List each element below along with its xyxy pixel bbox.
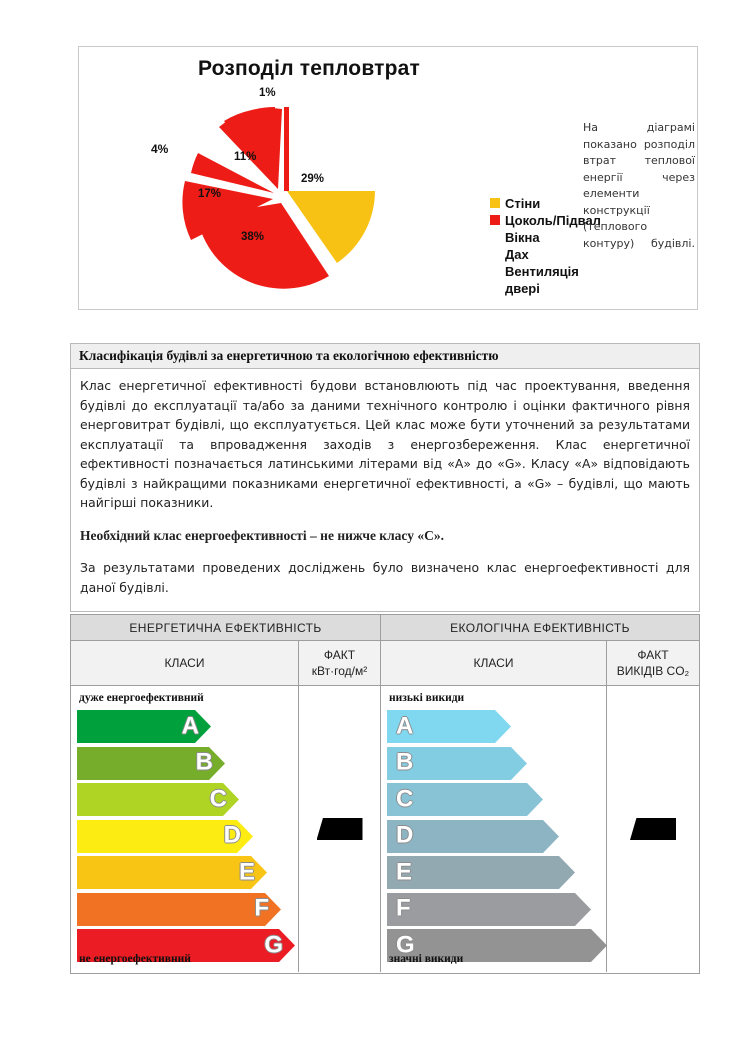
eco-fact-cell: [607, 686, 699, 972]
energy-class-letter-a: A: [181, 712, 199, 740]
eco-class-arrow-e: [387, 856, 575, 889]
fact-energy-line2: кВт·год/м²: [311, 664, 368, 678]
group-header-eco: ЕКОЛОГІЧНА ЕФЕКТИВНІСТЬ: [381, 615, 699, 641]
fact-eco-line2: ВИКІДІВ CO₂: [616, 664, 690, 678]
legend-label-roof: Дах: [505, 247, 529, 262]
legend-swatch-roof: [490, 249, 500, 259]
chart-side-note: [583, 120, 695, 252]
legend-swatch-windows: [490, 232, 500, 242]
efficiency-rating-table: [70, 614, 700, 974]
energy-class-bar-f: [77, 893, 281, 926]
legend-swatch-basement: [490, 215, 500, 225]
energy-class-letter-e: E: [238, 858, 255, 886]
energy-class-bar-b: [77, 747, 225, 780]
column-header-fact-energy: [299, 641, 381, 686]
eco-class-bar-f: [387, 893, 591, 926]
column-header-classes-energy: КЛАСИ: [71, 641, 299, 686]
eco-class-scale: [387, 710, 607, 966]
energy-fact-redacted-marker: [317, 818, 363, 840]
energy-class-bar-e: [77, 856, 267, 889]
classification-heading: Класифікація будівлі за енергетичною та екологічною ефективністю: [71, 344, 699, 369]
eco-classes-cell: [381, 686, 607, 972]
pie-label-ventilation: 11%: [234, 151, 257, 163]
legend-label-walls: Стіни: [505, 196, 541, 211]
classification-body: [71, 369, 699, 611]
classification-paragraph-1: Клас енергетичної ефективності будови встановлюють під час проектування, введення будівлі до експлуатації та/або за даними технічного контролю і оцінки фактичного рівня енерговитрат будівлі, що експлуатується. Цей клас може бути уточнений за результатами експлуатації та впровадження заходів з енергозбереження. Клас енергетичної ефективності позначається латинськими літерами від «А» до «G». Класу «А» відповідають будівлі з найкращими показниками енергетичної ефективності, а «G» – будівлі, що мають найгірші показники.: [80, 378, 690, 510]
legend-swatch-ventilation: [490, 266, 500, 276]
pie-chart: [141, 89, 421, 299]
energy-bottom-caption: не енергоефективний: [79, 953, 191, 965]
classification-requirement: Необхідний клас енергоефективності – не нижче класу «С».: [80, 527, 444, 543]
classification-paragraph-2: За результатами проведених досліджень було визначено клас енергоефективності для даної будівлі.: [80, 560, 690, 595]
energy-class-bar-c: [77, 783, 239, 816]
chart-title: Розподіл тепловтрат: [197, 57, 421, 80]
legend-label-windows: Вікна: [505, 230, 540, 245]
fact-eco-line1: ФАКТ: [637, 648, 669, 662]
eco-class-letter-a: A: [396, 712, 414, 740]
pie-label-doors: 1%: [259, 87, 276, 99]
fact-energy-line1: ФАКТ: [323, 648, 356, 662]
legend-swatch-doors: [490, 283, 500, 293]
eco-fact-redacted-marker: [630, 818, 676, 840]
pie-label-basement: 38%: [241, 231, 265, 243]
eco-class-letter-f: F: [396, 894, 411, 922]
energy-class-bar-a: [77, 710, 211, 743]
eco-class-bar-c: [387, 783, 543, 816]
legend-label-doors: двері: [505, 281, 540, 296]
energy-class-scale: [77, 710, 295, 966]
energy-class-arrow-f: [77, 893, 281, 926]
pie-label-windows: 17%: [198, 188, 222, 200]
table-column-header-row: [71, 641, 699, 686]
legend-label-basement: Цоколь/Підвал: [505, 213, 601, 228]
eco-class-bar-a: [387, 710, 511, 743]
eco-top-caption: низькі викиди: [389, 692, 465, 704]
eco-class-letter-g: G: [396, 931, 415, 959]
energy-class-letter-f: F: [254, 894, 269, 922]
legend-label-ventilation: Вентиляція: [505, 264, 579, 279]
pie-slice-doors: [284, 107, 289, 191]
table-group-header-row: [71, 615, 699, 641]
energy-classes-cell: [71, 686, 299, 972]
eco-class-bar-b: [387, 747, 527, 780]
column-header-classes-eco: КЛАСИ: [381, 641, 607, 686]
eco-class-arrow-f: [387, 893, 591, 926]
eco-class-letter-e: E: [396, 858, 413, 886]
legend-swatch-walls: [490, 198, 500, 208]
column-header-fact-eco: [607, 641, 699, 686]
legend-item: [490, 263, 601, 280]
eco-bottom-caption: значні викиди: [389, 953, 464, 965]
classification-box: [70, 343, 700, 612]
eco-class-letter-c: C: [396, 785, 414, 813]
legend-item: [490, 280, 601, 297]
pie-svg: [141, 89, 421, 299]
energy-class-letter-c: C: [209, 785, 227, 813]
table-body-row: [71, 686, 699, 972]
energy-class-letter-d: D: [223, 821, 241, 849]
eco-class-bar-e: [387, 856, 575, 889]
pie-label-roof: 4%: [151, 142, 169, 156]
energy-class-letter-g: G: [264, 931, 283, 959]
group-header-energy: ЕНЕРГЕТИЧНА ЕФЕКТИВНІСТЬ: [71, 615, 381, 641]
energy-class-bar-d: [77, 820, 253, 853]
eco-class-bar-d: [387, 820, 559, 853]
energy-class-letter-b: B: [195, 748, 213, 776]
energy-top-caption: дуже енергоефективний: [79, 692, 204, 704]
chart-side-note-text: На діаграмі показано розподіл втрат теплової енергії через елементи конструкції (теплового контуру) будівлі.: [583, 121, 695, 250]
eco-class-letter-b: B: [396, 748, 414, 776]
eco-class-letter-d: D: [396, 821, 414, 849]
pie-label-walls: 29%: [301, 173, 325, 185]
energy-fact-cell: [299, 686, 381, 972]
